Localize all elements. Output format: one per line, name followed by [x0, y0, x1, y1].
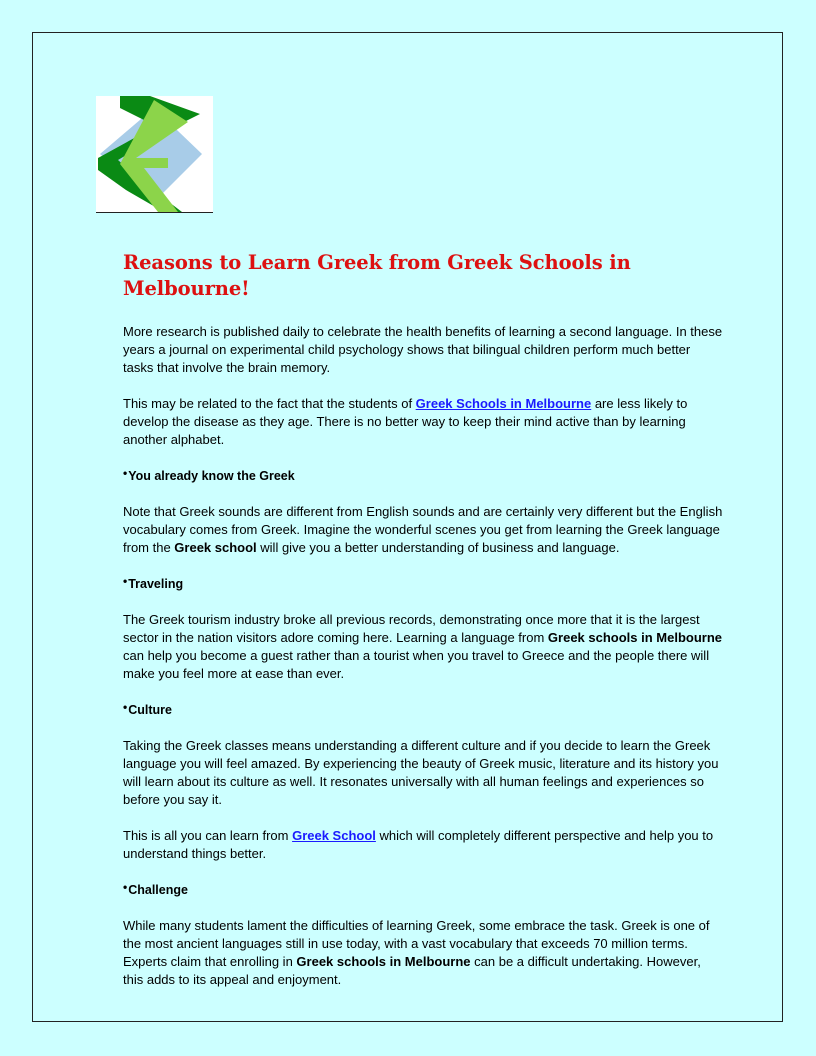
section-text-know: Note that Greek sounds are different from English sounds and are certainly very different but the English vocabulary comes from Greek. Imagine the wonderful scenes you get from learning the Greek language from the Greek school will give you a better understanding of business and language. — [123, 504, 723, 555]
logo — [96, 96, 213, 213]
bullet-icon: • — [123, 574, 128, 588]
section-heading-know: •You already know the Greek — [123, 466, 295, 483]
bullet-icon: • — [123, 700, 128, 714]
intro-paragraph-2: This may be related to the fact that the students of Greek Schools in Melbourne are less likely to develop the disease as they age. There is no better way to keep their mind active than by learning another alphabet. — [123, 396, 688, 447]
section-text-culture: Taking the Greek classes means understanding a different culture and if you decide to learn the Greek language you will feel amazed. By experiencing the beauty of Greek music, literature and its history you will learn about its culture as well. It resonates universally with all human feelings and experiences so before you say it. — [123, 738, 719, 807]
section-heading-challenge: •Challenge — [123, 880, 188, 897]
section-heading-culture: •Culture — [123, 700, 172, 717]
greek-school-logo-icon — [96, 96, 212, 212]
section-text-challenge: While many students lament the difficulties of learning Greek, some embrace the task. Greek is one of the most ancient languages still in use today, with a vast vocabulary that exceeds 70 million terms. — [123, 918, 710, 951]
section-text-culture-2: This is all you can learn from Greek School which will completely different perspective and help you to understand things better. — [123, 828, 714, 861]
greek-schools-melbourne-link[interactable]: Greek Schools in Melbourne — [415, 396, 592, 411]
page-title: Reasons to Learn Greek from Greek Schools in Melbourne! — [123, 251, 631, 300]
intro-paragraph-1: More research is published daily to celebrate the health benefits of learning a second language. In these years a journal on experimental child psychology shows that bilingual children perform much better tasks that involve the brain memory. — [123, 324, 723, 375]
section-heading-traveling: •Traveling — [123, 574, 184, 591]
bullet-icon: • — [123, 466, 128, 480]
greek-school-link[interactable]: Greek School — [292, 828, 376, 843]
bullet-icon: • — [123, 880, 128, 894]
section-text-traveling: The Greek tourism industry broke all previous records, demonstrating once more that it is the largest sector in the nation visitors adore coming here. Learning a language from Greek schools in Melbourne can help you become a guest rather than a tourist when you travel to Greece and the people there will make you feel more at ease than ever. — [123, 612, 723, 681]
section-text-challenge-2: Experts claim that enrolling in Greek schools in Melbourne can be a difficult undertaking. However, this adds to its appeal and enjoyment. — [123, 954, 701, 987]
article — [123, 250, 723, 989]
